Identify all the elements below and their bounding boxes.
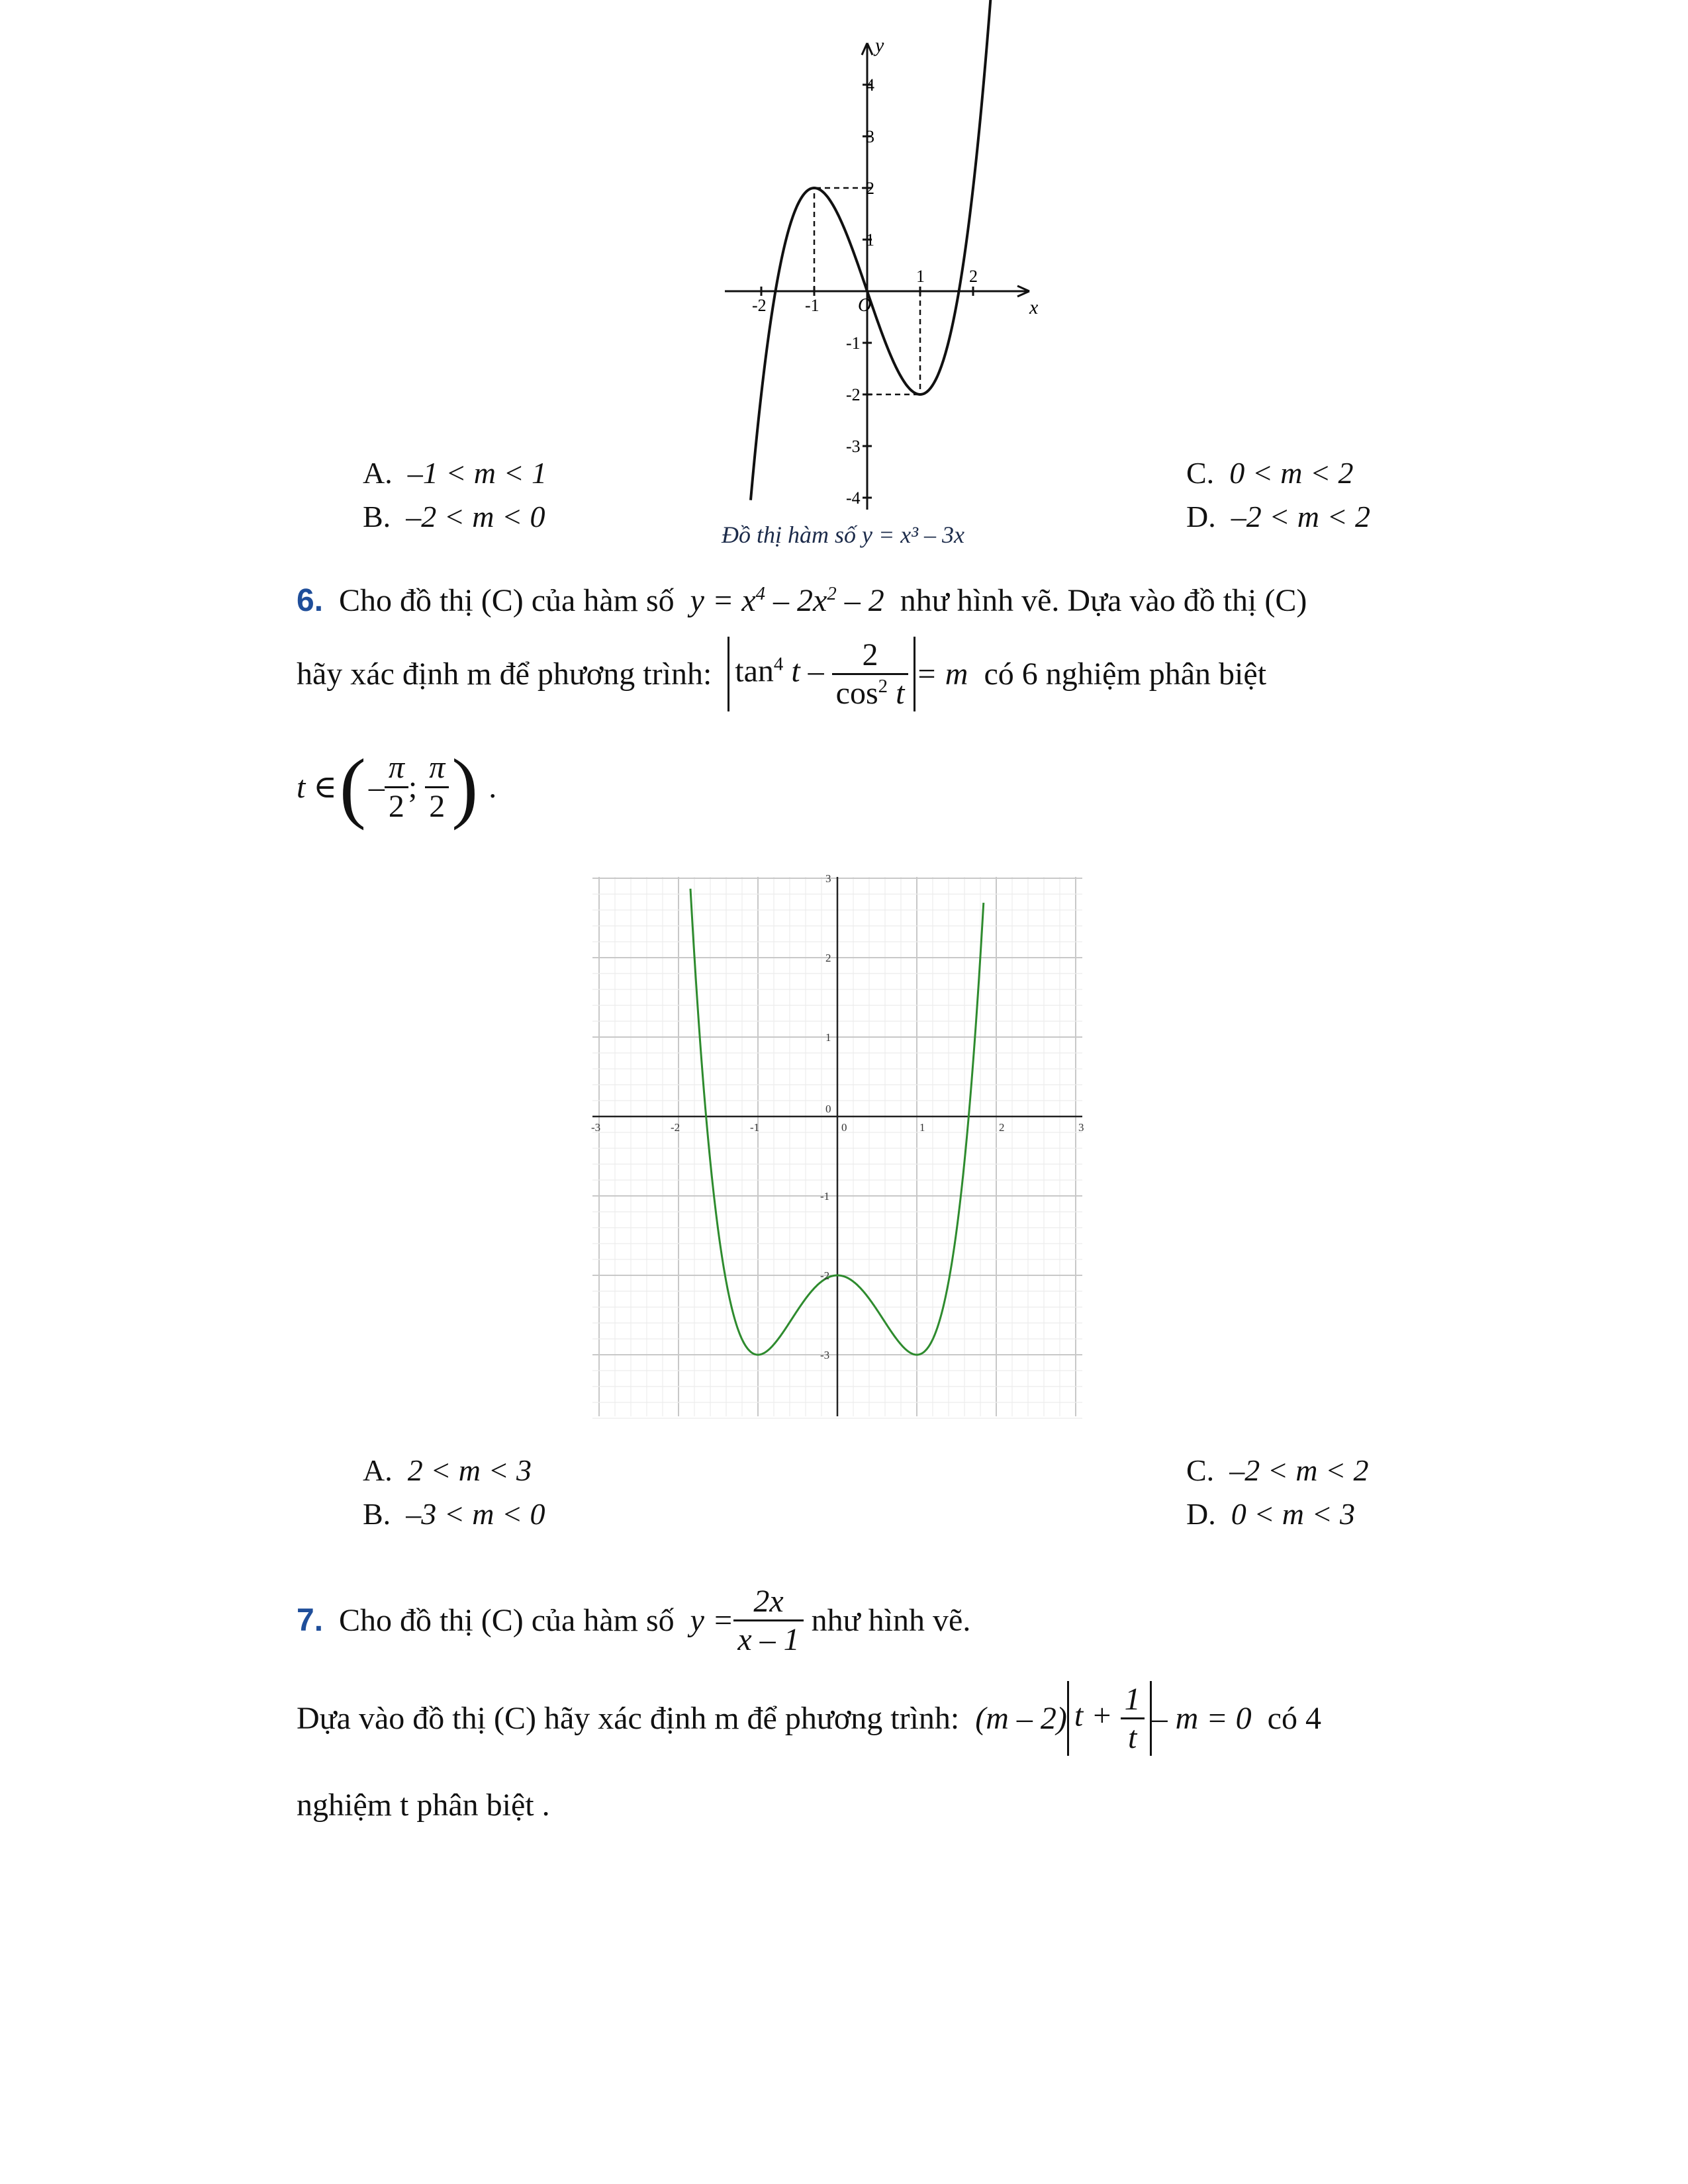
origin-label: O	[858, 295, 872, 316]
q6-choice-c-label: C.	[1186, 1453, 1215, 1487]
q7-text2: như hình vẽ.	[811, 1603, 971, 1639]
q5-choice-d-text: –2 < m < 2	[1231, 500, 1371, 533]
y-tick-label: -3	[846, 437, 861, 456]
y-tick-label: -2	[846, 385, 861, 404]
q7-func-lhs: y =	[690, 1603, 734, 1639]
q7-line2-text: Dựa vào đồ thị (C) hãy xác định m để phương trình:	[297, 1701, 960, 1737]
x-tick-label: 2	[969, 267, 978, 286]
x-tick-label: 2	[999, 1121, 1005, 1134]
y-axis-label: y	[875, 34, 884, 56]
q7-line2	[297, 1681, 1321, 1756]
q7-eq-abs: t + $\frac{1}{t}$	[1067, 1681, 1152, 1756]
y-tick-label: -3	[820, 1349, 830, 1361]
y-tick-label: 2	[825, 952, 831, 964]
y-tick-label: -1	[846, 334, 861, 353]
cubic-curve	[751, 0, 1005, 500]
x-tick-label: 1	[916, 267, 925, 286]
q6-eq-rhs: = m	[915, 657, 968, 692]
q6-choice-a[interactable]	[363, 1453, 532, 1488]
q6-choice-d-label: D.	[1186, 1497, 1216, 1531]
q5-choice-c-label: C.	[1186, 456, 1215, 490]
q5-choice-a-label: A.	[363, 456, 393, 490]
q5-choice-d[interactable]	[1186, 499, 1370, 534]
q6-choice-d[interactable]	[1186, 1496, 1355, 1531]
q5-choice-d-label: D.	[1186, 500, 1216, 533]
y-tick-label: 1	[825, 1031, 831, 1044]
q6-text2: như hình vẽ. Dựa vào đồ thị (C)	[900, 583, 1307, 618]
q5-choice-b[interactable]	[363, 499, 545, 534]
q6-choice-d-text: 0 < m < 3	[1231, 1497, 1356, 1531]
q7-eq-post: – m = 0	[1151, 1701, 1252, 1737]
q6-choice-b-label: B.	[363, 1497, 391, 1531]
x-tick-label: 1	[919, 1121, 925, 1134]
q6-choice-b-text: –3 < m < 0	[406, 1497, 545, 1531]
x-tick-label: -3	[591, 1121, 601, 1134]
q6-line1	[297, 582, 1307, 619]
cubic-graph	[695, 26, 1066, 556]
q6-text1: Cho đồ thị (C) của hàm số	[339, 583, 675, 618]
y-tick-label: 2	[866, 179, 874, 198]
x-tick-label: -1	[750, 1121, 760, 1134]
q7-function-fraction: $\frac{2x}{x - 1}$	[733, 1583, 803, 1658]
x-tick-label: -2	[671, 1121, 680, 1134]
x-tick-label: -1	[805, 296, 820, 315]
y-tick-label: 4	[866, 75, 874, 95]
q7-text1: Cho đồ thị (C) của hàm số	[339, 1603, 675, 1639]
q7-line3: nghiệm t phân biệt .	[297, 1788, 550, 1823]
q5-choice-c[interactable]	[1186, 455, 1354, 490]
q6-choice-a-text: 2 < m < 3	[407, 1453, 532, 1487]
q6-choice-b[interactable]	[363, 1496, 545, 1531]
x-tick-label: -2	[752, 296, 767, 315]
q6-equation: $\tan^4 t$ – $\frac{2}{\cos^2 t}$	[727, 637, 915, 711]
cubic-caption: Đồ thị hàm số y = x³ – 3x	[722, 522, 965, 548]
x-tick-label: 3	[1078, 1121, 1084, 1134]
quartic-graph	[591, 872, 1084, 1416]
q6-choice-a-label: A.	[363, 1453, 393, 1487]
y-tick-label: 0	[825, 1103, 831, 1115]
q7-line1	[297, 1583, 970, 1658]
q7-text3: có 4	[1267, 1701, 1321, 1737]
q6-line2	[297, 637, 1266, 711]
q7-eq-pre: (m – 2)	[975, 1701, 1067, 1737]
q6-choice-c-text: –2 < m < 2	[1229, 1453, 1369, 1487]
q5-choice-b-text: –2 < m < 0	[406, 500, 545, 533]
q6-function: $y = x^4 - 2x^2 - 2$	[690, 583, 884, 618]
y-tick-label: -1	[820, 1190, 830, 1203]
y-tick-label: -2	[820, 1269, 830, 1282]
q5-choice-c-text: 0 < m < 2	[1229, 456, 1354, 490]
q6-text4: có 6 nghiệm phân biệt	[984, 657, 1267, 692]
q6-text3: hãy xác định m để phương trình:	[297, 657, 712, 692]
q7-number: 7.	[297, 1603, 324, 1639]
q5-choice-a-text: –1 < m < 1	[407, 456, 547, 490]
x-tick-label: 0	[841, 1121, 847, 1134]
q6-number: 6.	[297, 583, 324, 618]
q5-choice-a[interactable]	[363, 455, 547, 490]
q5-choice-b-label: B.	[363, 500, 391, 533]
y-tick-label: 3	[825, 872, 831, 885]
y-tick-label: 3	[866, 127, 874, 146]
y-tick-label: 1	[866, 230, 874, 250]
q6-interval: t ∈ ( – $\frac{\pi}{2}$ ; $\frac{\pi}{2}$ ) .	[297, 743, 497, 831]
q6-choice-c[interactable]	[1186, 1453, 1369, 1488]
x-axis-label: x	[1029, 296, 1039, 318]
y-tick-label: -4	[846, 488, 861, 508]
